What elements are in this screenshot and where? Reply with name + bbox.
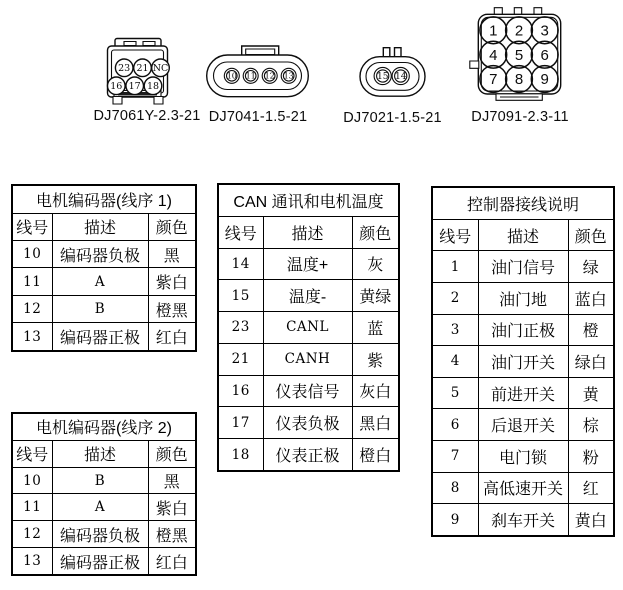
table-cell: 9 (432, 504, 478, 536)
pin-label: 9 (540, 71, 549, 89)
table-row (432, 346, 614, 378)
connector-diagram-dj7091 (462, 2, 568, 106)
table-cell: 灰白 (352, 375, 399, 407)
table-cell: 13 (12, 323, 52, 351)
pin-label: NC (152, 63, 169, 75)
table-row (12, 268, 196, 295)
table-cell: 后退开关 (478, 409, 568, 441)
table-cell: 橙黑 (148, 521, 196, 548)
table-cell: 橙 (568, 314, 614, 346)
table-row (12, 467, 196, 494)
table-row (432, 251, 614, 283)
table-row (12, 521, 196, 548)
table-cell: 蓝 (352, 312, 399, 344)
column-header: 描述 (478, 219, 568, 251)
table-header-row (218, 216, 399, 248)
column-header: 颜色 (568, 219, 614, 251)
table-cell: 紫 (352, 343, 399, 375)
column-header: 线号 (218, 216, 263, 248)
pin-label: 14 (394, 72, 407, 83)
table-cell: 1 (432, 251, 478, 283)
table-cell: 灰 (352, 248, 399, 280)
table-cell: 5 (432, 377, 478, 409)
motor-encoder-order1-table (11, 184, 195, 352)
pin-label: 16 (110, 81, 123, 93)
table-cell: CANH (263, 343, 352, 375)
table-title: 控制器接线说明 (432, 187, 614, 219)
motor-encoder-order2-table (11, 412, 195, 576)
table-cell: A (52, 268, 148, 295)
table-row (218, 343, 399, 375)
table-cell: 温度+ (263, 248, 352, 280)
table-cell: 红白 (148, 323, 196, 351)
table-cell: 黑 (148, 467, 196, 494)
table-title: 电机编码器(线序 2) (12, 413, 196, 440)
column-header: 线号 (432, 219, 478, 251)
table-cell: 棕 (568, 409, 614, 441)
pin-label: 13 (283, 71, 294, 81)
table-cell: 绿白 (568, 346, 614, 378)
table-cell: 温度- (263, 280, 352, 312)
table-cell: 11 (12, 494, 52, 521)
table-cell: 4 (432, 346, 478, 378)
column-header: 描述 (263, 216, 352, 248)
table-cell: 红白 (148, 548, 196, 575)
table-cell: 黄绿 (352, 280, 399, 312)
controller-wiring-table (431, 186, 613, 537)
table-title: CAN 通讯和电机温度 (218, 184, 399, 216)
pin-label: 10 (226, 71, 237, 81)
table-header-row (12, 440, 196, 467)
table-row (12, 548, 196, 575)
connector-label-dj7061y: DJ7061Y-2.3-21 (93, 108, 201, 124)
pin-label: 3 (540, 22, 549, 40)
table-cell: 橙白 (352, 439, 399, 471)
column-header: 颜色 (352, 216, 399, 248)
pin-label: 21 (136, 63, 149, 75)
table-title-row (218, 184, 399, 216)
table-row (12, 494, 196, 521)
pin-label: 18 (146, 81, 160, 93)
table-cell: 前进开关 (478, 377, 568, 409)
pin-label: 1 (489, 22, 498, 40)
table-row (432, 377, 614, 409)
column-header: 描述 (52, 440, 148, 467)
column-header: 线号 (12, 213, 52, 240)
table-row (432, 409, 614, 441)
table-row (218, 248, 399, 280)
table-row (218, 375, 399, 407)
connector-label-dj7091: DJ7091-2.3-11 (471, 108, 569, 125)
table-row (12, 295, 196, 322)
table-cell: 17 (218, 407, 263, 439)
pin-label: 11 (245, 71, 256, 81)
table-cell: 编码器正极 (52, 548, 148, 575)
table-row (218, 280, 399, 312)
table-cell: 蓝白 (568, 282, 614, 314)
table-cell: 红 (568, 472, 614, 504)
table-cell: 紫白 (148, 494, 196, 521)
pin-label: 15 (376, 72, 389, 83)
connector-diagram-dj7041 (200, 40, 315, 105)
table-cell: 14 (218, 248, 263, 280)
table-cell: 刹车开关 (478, 504, 568, 536)
table-cell: 油门正极 (478, 314, 568, 346)
table-cell: 粉 (568, 440, 614, 472)
table-cell: 8 (432, 472, 478, 504)
table-cell: 编码器正极 (52, 323, 148, 351)
pin-label: 17 (128, 81, 141, 93)
column-header: 描述 (52, 213, 148, 240)
table-cell: 3 (432, 314, 478, 346)
table-title-row (432, 187, 614, 219)
table-cell: 油门地 (478, 282, 568, 314)
table-cell: 2 (432, 282, 478, 314)
table-cell: 黑 (148, 241, 196, 268)
table-title-row (12, 413, 196, 440)
table-row (218, 407, 399, 439)
table-cell: 油门开关 (478, 346, 568, 378)
pin-label: 5 (514, 46, 524, 64)
table-row (12, 323, 196, 351)
table-cell: 7 (432, 440, 478, 472)
table-row (432, 282, 614, 314)
table-cell: 黑白 (352, 407, 399, 439)
table-header-row (12, 213, 196, 240)
pin-label: 6 (540, 46, 549, 64)
table-cell: 紫白 (148, 268, 196, 295)
table-cell: 仪表正极 (263, 439, 352, 471)
table-cell: B (52, 467, 148, 494)
table-cell: 编码器负极 (52, 241, 148, 268)
table-cell: 21 (218, 343, 263, 375)
table-cell: 黄白 (568, 504, 614, 536)
table-cell: 10 (12, 241, 52, 268)
can-and-motor-temp-table (217, 183, 398, 472)
table-cell: 16 (218, 375, 263, 407)
table-cell: 高低速开关 (478, 472, 568, 504)
connector-diagram-dj7021 (352, 40, 432, 105)
column-header: 线号 (12, 440, 52, 467)
table-cell: 15 (218, 280, 263, 312)
table-cell: 电门锁 (478, 440, 568, 472)
pin-label: 2 (514, 22, 524, 40)
column-header: 颜色 (148, 213, 196, 240)
table-cell: 仪表信号 (263, 375, 352, 407)
table-cell: 10 (12, 467, 52, 494)
connector-label-dj7041: DJ7041-1.5-21 (208, 108, 308, 125)
table-cell: 13 (12, 548, 52, 575)
table-cell: 绿 (568, 251, 614, 283)
table-cell: 12 (12, 521, 52, 548)
table-cell: 6 (432, 409, 478, 441)
pin-label: 12 (264, 71, 275, 81)
table-row (12, 241, 196, 268)
table-cell: 仪表负极 (263, 407, 352, 439)
table-cell: CANL (263, 312, 352, 344)
pin-label: 23 (118, 63, 131, 75)
table-cell: B (52, 295, 148, 322)
table-title: 电机编码器(线序 1) (12, 185, 196, 213)
table-header-row (432, 219, 614, 251)
table-cell: A (52, 494, 148, 521)
table-row (432, 504, 614, 536)
table-cell: 黄 (568, 377, 614, 409)
connector-diagram-dj7061y (95, 28, 185, 106)
table-row (218, 439, 399, 471)
pin-label: 7 (489, 71, 498, 89)
table-cell: 23 (218, 312, 263, 344)
table-row (432, 472, 614, 504)
table-title-row (12, 185, 196, 213)
pin-label: 4 (489, 46, 498, 64)
connector-label-dj7021: DJ7021-1.5-21 (343, 109, 442, 126)
table-cell: 18 (218, 439, 263, 471)
table-cell: 橙黑 (148, 295, 196, 322)
table-cell: 12 (12, 295, 52, 322)
table-row (432, 440, 614, 472)
column-header: 颜色 (148, 440, 196, 467)
table-cell: 编码器负极 (52, 521, 148, 548)
table-row (432, 314, 614, 346)
table-cell: 11 (12, 268, 52, 295)
table-cell: 油门信号 (478, 251, 568, 283)
pin-label: 8 (514, 71, 524, 89)
table-row (218, 312, 399, 344)
